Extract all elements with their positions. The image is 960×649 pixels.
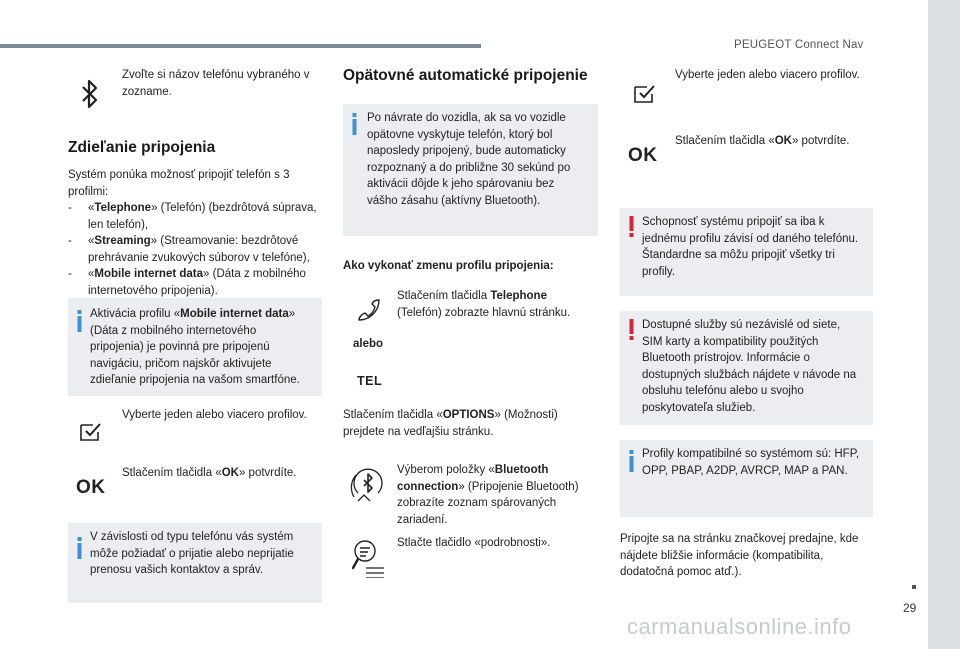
checkbox-icon [80, 422, 102, 448]
phone-icon [355, 298, 381, 330]
warning-icon [628, 319, 636, 347]
ok-label: OK [628, 145, 658, 166]
side-strip [928, 0, 960, 649]
brand-label: PEUGEOT Connect Nav [734, 39, 864, 51]
header-bar [0, 44, 481, 48]
select-profiles-text: Vyberte jeden alebo viacero profilov. [122, 409, 307, 421]
checkbox-icon [634, 84, 656, 110]
warning-box-text: Schopnosť systému pripojiť sa iba k jednému profilu závisí od daného telefónu. Štandardne sa môžu pripojiť všetky tri profily. [642, 216, 859, 278]
info-icon [76, 537, 84, 565]
warning-box-services [620, 311, 873, 425]
list-item: - «Telephone» (Telefón) (bezdrôtová súprava, len telefón), [68, 202, 317, 231]
page-number: 29 [903, 601, 917, 615]
info-box-text: Profily kompatibilné so systémom sú: HFP, OPP, PBAP, A2DP, AVRCP, MAP a PAN. [642, 448, 860, 477]
bluetooth-icon [80, 78, 100, 116]
options-text: Stlačením tlačidla «OPTIONS» (Možnosti) prejdete na vedľajšiu stránku. [343, 409, 558, 438]
tel-label: TEL [357, 374, 383, 388]
sharing-intro-text: Systém ponúka možnosť pripojiť telefón s 3 profilmi: [68, 169, 290, 198]
select-profiles-text: Vyberte jeden alebo viacero profilov. [675, 69, 860, 81]
info-box-profiles [620, 440, 873, 517]
profile-change-heading: Ako vykonať zmenu profilu pripojenia: [343, 260, 554, 272]
info-box-text: Aktivácia profilu «Mobile internet data» (Dáta z mobilného internetového pripojenia) je povinná pre pripojenú navigáciu, pričom najskôr aktivujete zdieľanie pripojenia na vašom smartfóne. [90, 308, 300, 386]
phone-button-text: Stlačením tlačidla Telephone (Telefón) zobrazte hlavnú stránku. [397, 290, 571, 319]
ok-confirm-text: Stlačením tlačidla «OK» potvrdíte. [675, 135, 850, 147]
bt-select-text: Zvoľte si názov telefónu vybraného v zozname. [122, 69, 310, 98]
bt-connection-text: Výberom položky «Bluetooth connection» (Pripojenie Bluetooth) zobrazíte zoznam spárovaných zariadení. [397, 464, 579, 526]
info-box-text: Po návrate do vozidla, ak sa vo vozidle opätovne vyskytuje telefón, ktorý bol naposledy pripojený, bude automaticky rozpoznaný a do približne 30 sekúnd po aktivácii dôjde k jeho spárovaniu bez vášho zásahu (aktívny Bluetooth). [367, 112, 571, 207]
warning-box-text: Dostupné služby sú nezávislé od siete, SIM karty a kompatibility použitých Bluetooth prístrojov. Informácie o dostupných službách nájdete v návode na obsluhu telefónu alebo u svojho poskytovateľa služieb. [642, 319, 857, 414]
profile-list [68, 200, 323, 299]
sharing-intro [68, 167, 323, 299]
ok-label: OK [76, 477, 106, 498]
info-box-contacts [68, 523, 322, 603]
details-text: Stlačte tlačidlo «podrobnosti». [397, 537, 551, 549]
warning-box-profile [620, 208, 873, 296]
warning-icon [628, 216, 636, 244]
info-box-text: V závislosti od typu telefónu vás systém môže požiadať o prijatie alebo neprijatie prenosu vašich kontaktov a správ. [90, 531, 294, 576]
ok-confirm-text: Stlačením tlačidla «OK» potvrdíte. [122, 467, 297, 479]
alebo-label: alebo [353, 338, 384, 350]
info-box-mobile-data [68, 298, 322, 396]
details-icon [352, 538, 386, 584]
info-box-reconnect [343, 104, 598, 236]
section-heading-sharing: Zdieľanie pripojenia [68, 139, 216, 156]
list-item: - «Streaming» (Streamovanie: bezdrôtové prehrávanie zvukových súborov v telefóne), [68, 235, 310, 264]
bluetooth-touch-icon [350, 467, 386, 509]
info-icon [76, 310, 84, 338]
closing-text: Pripojte sa na stránku značkovej predajne, kde nájdete bližšie informácie (kompatibilita, dodatočná pomoc atď.). [620, 533, 859, 578]
list-item: - «Mobile internet data» (Dáta z mobilného internetového pripojenia). [68, 268, 306, 297]
info-icon [351, 113, 359, 141]
page-dot [912, 585, 916, 589]
info-icon [628, 450, 636, 478]
section-heading-reconnect: Opätovné automatické pripojenie [343, 67, 588, 84]
watermark: carmanualsonline.info [627, 614, 852, 639]
